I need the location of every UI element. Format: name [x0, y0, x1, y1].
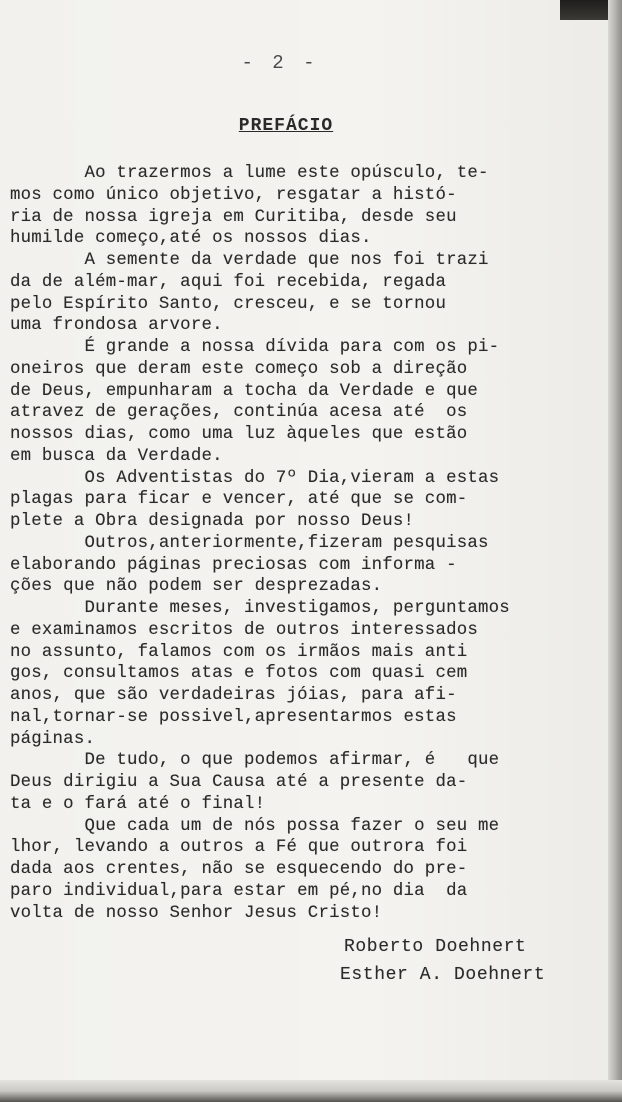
text-line: mos como único objetivo, resgatar a histó- [10, 185, 457, 205]
text-line: uma frondosa arvore. [10, 316, 223, 336]
text-line: Que cada um de nós possa fazer o seu me [10, 816, 500, 836]
text-line: De tudo, o que podemos afirmar, é que [10, 751, 500, 771]
text-line: Outros,anteriormente,fizeram pesquisas [10, 533, 489, 553]
text-line: volta de nosso Senhor Jesus Cristo! [10, 903, 383, 923]
text-line: nal,tornar-se possivel,apresentarmos estas [10, 707, 457, 727]
signature-block [340, 933, 610, 989]
text-line: É grande a nossa dívida para com os pi- [10, 338, 500, 357]
text-line: anos, que são verdadeiras jóias, para afi- [10, 686, 457, 705]
text-line: A semente da verdade que nos foi trazi [10, 251, 489, 270]
signature-name: Roberto Doehnert [344, 937, 527, 957]
text-line: em busca da Verdade. [10, 446, 223, 466]
text-line: humilde começo,até os nossos dias. [10, 229, 372, 249]
text-line: plete a Obra designada por nosso Deus! [10, 512, 415, 531]
text-line: atravez de gerações, continúa acesa até os [10, 403, 468, 423]
text-line: ria de nossa igreja em Curitiba, desde seu [10, 207, 457, 227]
text-line: dada aos crentes, não se esquecendo do pre- [10, 860, 468, 879]
text-line: pelo Espírito Santo, cresceu, e se tornou [10, 294, 447, 314]
page-number: - 2 - [241, 52, 319, 74]
text-line: gos, consultamos atas e fotos com quasi cem [10, 664, 468, 684]
text-line: Ao trazermos a lume este opúsculo, te- [10, 164, 489, 183]
text-line: de Deus, empunharam a tocha da Verdade e que [10, 381, 478, 401]
text-line: elaborando páginas preciosas com informa - [10, 555, 457, 575]
text-line: Os Adventistas do 7º Dia,vieram a estas [10, 468, 500, 488]
text-line: ta e o fará até o final! [10, 794, 266, 814]
preface-body [10, 163, 605, 924]
text-line: e examinamos escritos de outros interessados [10, 620, 478, 640]
text-line: da de além-mar, aqui foi recebida, regada [10, 272, 447, 292]
text-line: oneiros que deram este começo sob a direção [10, 359, 468, 379]
text-line: paro individual,para estar em pé,no dia da [10, 881, 468, 901]
text-line: no assunto, falamos com os irmãos mais anti [10, 642, 468, 662]
page-bottom-shadow [0, 1080, 622, 1102]
text-line: nossos dias, como uma luz àqueles que estão [10, 425, 468, 444]
text-line: Deus dirigiu a Sua Causa até a presente da- [10, 773, 468, 792]
text-line: plagas para ficar e vencer, até que se com- [10, 490, 468, 510]
signature-name: Esther A. Doehnert [340, 965, 546, 985]
page-title: PREFÁCIO [238, 116, 334, 136]
text-line: páginas. [10, 729, 96, 749]
text-line: Durante meses, investigamos, perguntamos [10, 599, 510, 618]
text-line: lhor, levando a outros a Fé que outrora foi [10, 838, 468, 858]
text-line: ções que não podem ser desprezadas. [10, 577, 383, 597]
page-side-edge [608, 0, 622, 1102]
